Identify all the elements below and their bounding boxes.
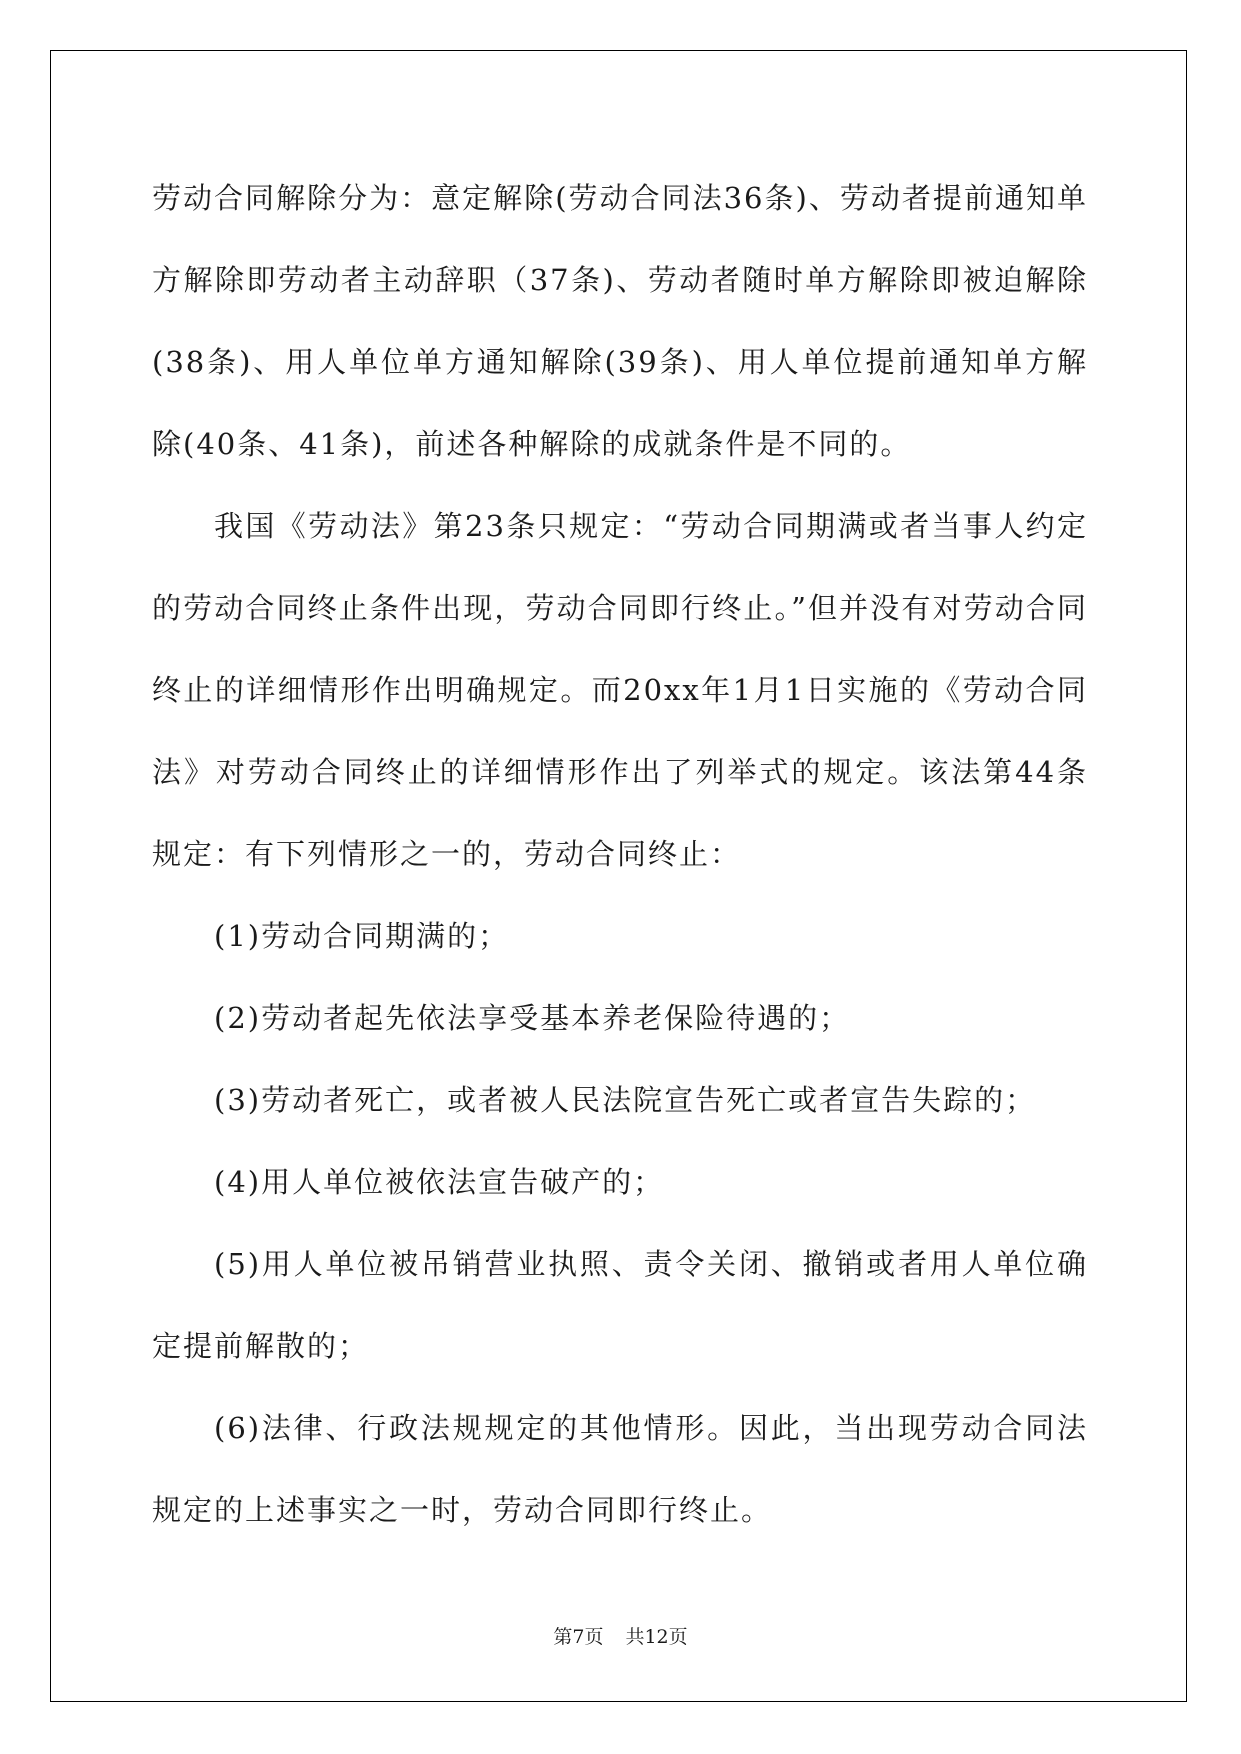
page-total: 共12页 [625, 1626, 688, 1648]
list-item-1: (1)劳动合同期满的； [214, 919, 510, 953]
list-item-5: (5)用人单位被吊销营业执照、责令关闭、撤销或者用人单位确定提前解散的； [152, 1247, 1088, 1363]
paragraph-labor-law-article: 我国《劳动法》第23条只规定：“劳动合同期满或者当事人约定的劳动合同终止条件出现，劳动合同即行终止。”但并没有对劳动合同终止的详细情形作出明确规定。而20xx年1月1日实施的《劳动合同法》对劳动合同终止的详细情形作出了列举式的规定。该法第44条规定：有下列情形之一的，劳动合同终止： [152, 509, 1088, 871]
document-body [152, 157, 1088, 1551]
list-item-2: (2)劳动者起先依法享受基本养老保险待遇的； [214, 1001, 851, 1035]
list-item-4: (4)用人单位被依法宣告破产的； [214, 1165, 665, 1199]
paragraph-termination-types: 劳动合同解除分为：意定解除(劳动合同法36条)、劳动者提前通知单方解除即劳动者主动辞职（37条)、劳动者随时单方解除即被迫解除(38条)、用人单位单方通知解除(39条)、用人单位提前通知单方解除(40条、41条)，前述各种解除的成就条件是不同的。 [152, 181, 1088, 461]
list-item-3: (3)劳动者死亡，或者被人民法院宣告死亡或者宣告失踪的； [214, 1083, 1037, 1117]
page-number: 第7页 [553, 1626, 604, 1648]
list-item-6: (6)法律、行政法规规定的其他情形。因此，当出现劳动合同法规定的上述事实之一时，劳动合同即行终止。 [152, 1411, 1088, 1527]
page-footer [0, 1622, 1241, 1649]
